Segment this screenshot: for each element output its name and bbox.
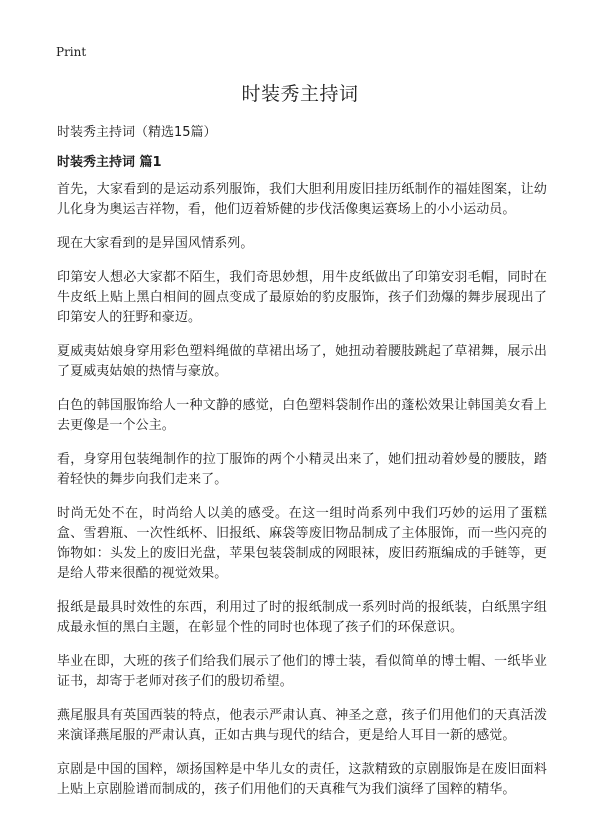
paragraph: 首先，大家看到的是运动系列服饰，我们大胆利用废旧挂历纸制作的福娃图案，让幼儿化身为奥运吉祥物，看，他们迈着矫健的步伐活像奥运赛场上的小小运动员。 (57, 182, 547, 217)
paragraph: 夏威夷姑娘身穿用彩色塑料绳做的草裙出场了，她扭动着腰肢跳起了草裙舞，展示出了夏威夷姑娘的热情与豪放。 (57, 344, 547, 379)
document-subtitle: 时装秀主持词（精选15篇） (57, 125, 217, 140)
paragraph: 时尚无处不在，时尚给人以美的感受。在这一组时尚系列中我们巧妙的运用了蛋糕盒、雪碧瓶、一次性纸杯、旧报纸、麻袋等废旧物品制成了主体服饰，而一些闪亮的饰物如：头发上的废旧光盘，苹果包装袋制成的网眼袜，废旧药瓶编成的手链等，更是给人带来很酷的视觉效果。 (57, 506, 547, 581)
document-body (57, 180, 547, 814)
paragraph: 报纸是最具时效性的东西，利用过了时的报纸制成一系列时尚的报纸装，白纸黑字组成最永恒的黑白主题，在彰显个性的同时也体现了孩子们的环保意识。 (57, 600, 547, 635)
print-link[interactable]: Print (56, 45, 87, 59)
page-title: 时装秀主持词 (241, 83, 359, 105)
paragraph: 燕尾服具有英国西装的特点，他表示严肃认真、神圣之意，孩子们用他们的天真活泼来演译燕尾服的严肃认真，正如古典与现代的结合，更是给人耳目一新的感觉。 (57, 708, 547, 743)
paragraph: 印第安人想必大家都不陌生，我们奇思妙想，用牛皮纸做出了印第安羽毛帽，同时在牛皮纸上贴上黑白相间的圆点变成了最原始的豹皮服饰，孩子们劲爆的舞步展现出了印第安人的狂野和豪迈。 (57, 270, 547, 325)
paragraph: 现在大家看到的是异国风情系列。 (57, 236, 254, 251)
paragraph: 白色的韩国服饰给人一种文静的感觉，白色塑料袋制作出的蓬松效果让韩国美女看上去更像是一个公主。 (57, 398, 547, 433)
paragraph: 看，身穿用包装绳制作的拉丁服饰的两个小精灵出来了，她们扭动着妙曼的腰肢，踏着轻快的舞步向我们走来了。 (57, 452, 547, 487)
paragraph: 京剧是中国的国粹，颂扬国粹是中华儿女的责任，这款精致的京剧服饰是在废旧面料上贴上京剧脸谱而制成的，孩子们用他们的天真稚气为我们演绎了国粹的精华。 (57, 762, 547, 797)
section-heading: 时装秀主持词 篇1 (57, 155, 162, 170)
paragraph: 毕业在即，大班的孩子们给我们展示了他们的博士装，看似简单的博士帽、一纸毕业证书，却寄于老师对孩子们的殷切希望。 (57, 654, 547, 689)
